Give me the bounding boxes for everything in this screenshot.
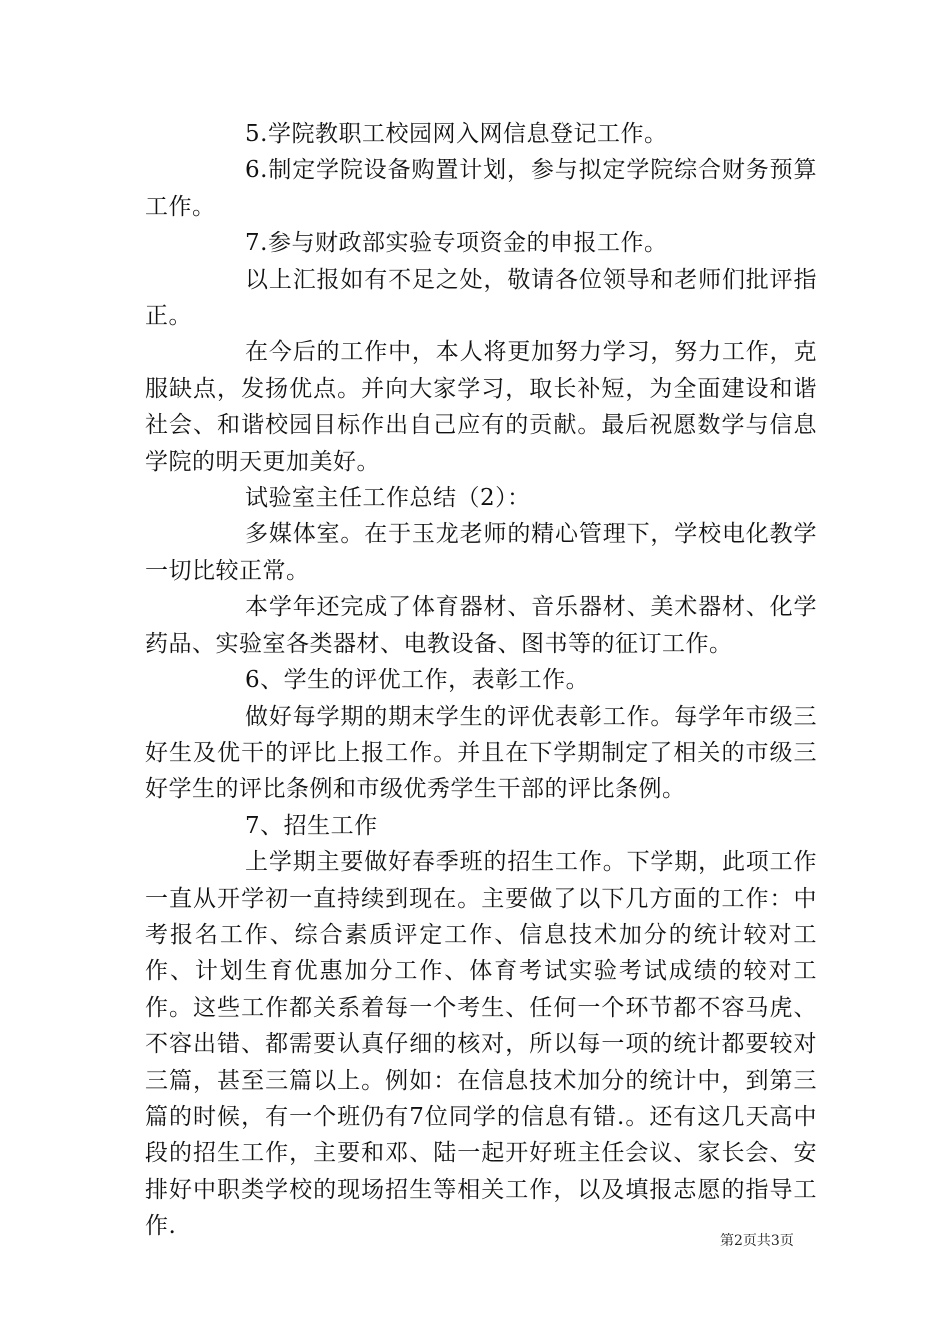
section-heading: 试验室主任工作总结（2）： [245,485,531,512]
paragraph: 本学年还完成了体育器材、音乐器材、美术器材、化学药品、实验室各类器材、电教设备、图书等的征订工作。 [145,594,817,657]
page-number-footer: 第2页共3页 [720,1233,794,1249]
paragraph: 多媒体室。在于玉龙老师的精心管理下，学校电化教学一切比较正常。 [145,521,817,584]
paragraph: 在今后的工作中，本人将更加努力学习，努力工作，克服缺点，发扬优点。并向大家学习，取长补短，为全面建设和谐社会、和谐校园目标作出自己应有的贡献。最后祝愿数学与信息学院的明天更加美好。 [145,339,817,475]
paragraph: 7.参与财政部实验专项资金的申报工作。 [245,230,668,257]
subheading: 6、学生的评优工作，表彰工作。 [245,667,590,694]
paragraph: 做好每学期的期末学生的评优表彰工作。每学年市级三好生及优干的评比上报工作。并且在下学期制定了相关的市级三好学生的评比条例和市级优秀学生干部的评比条例。 [145,703,817,803]
paragraph: 6.制定学院设备购置计划，参与拟定学院综合财务预算工作。 [145,157,817,220]
paragraph: 5.学院教职工校园网入网信息登记工作。 [245,121,668,147]
paragraph: 上学期主要做好春季班的招生工作。下学期，此项工作一直从开学初一直持续到现在。主要做了以下几方面的工作：中考报名工作、综合素质评定工作、信息技术加分的统计较对工作、计划生育优惠加分工作、体育考试实验考试成绩的较对工作。这些工作都关系着每一个考生、任何一个环节都不容马虎、不容出错、都需要认真仔细的核对，所以每一项的统计都要较对三篇，甚至三篇以上。例如：在信息技术加分的统计中，到第三篇的时候，有一个班仍有7位同学的信息有错.。还有这几天高中段的招生工作，主要和邓、陆一起开好班主任会议、家长会、安排好中职类学校的现场招生等相关工作，以及填报志愿的指导工作. [145,849,817,1240]
paragraph: 以上汇报如有不足之处，敬请各位领导和老师们批评指正。 [145,266,817,330]
subheading: 7、招生工作 [245,812,378,839]
document-body [145,116,817,1245]
